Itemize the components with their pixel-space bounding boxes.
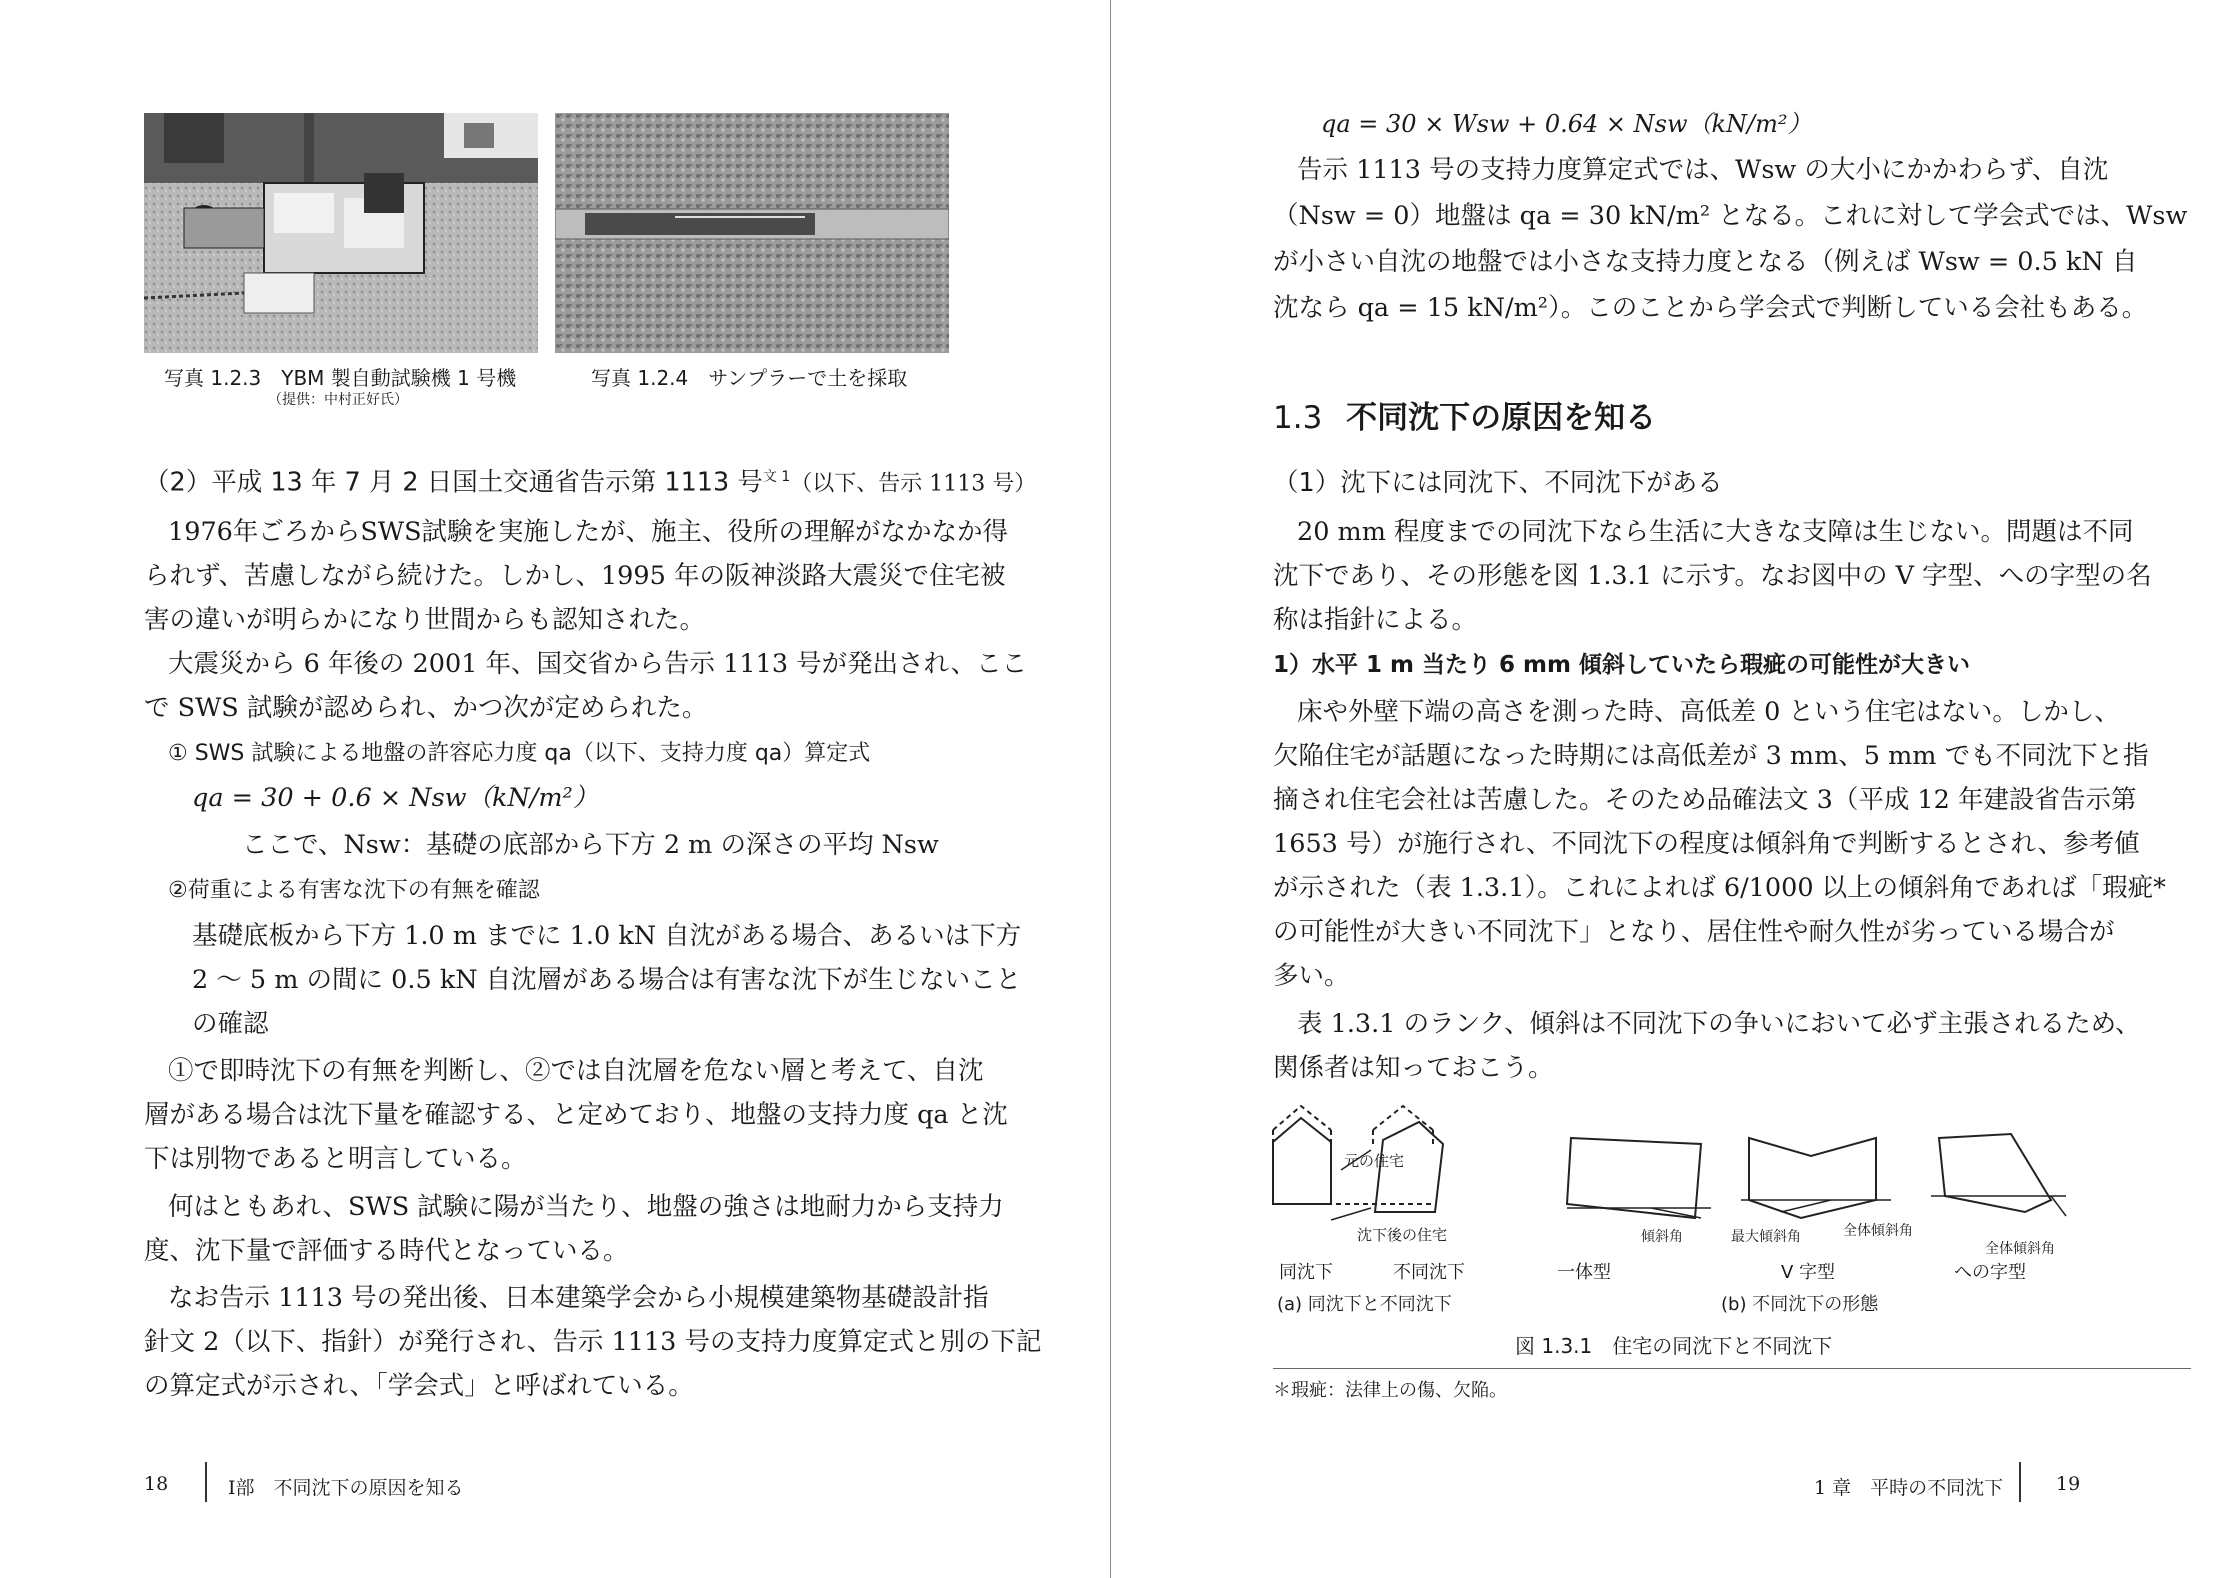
section-heading-2-sup: 文 1 xyxy=(762,469,791,485)
sub-sub-heading: 1）水平 1 m 当たり 6 mm 傾斜していたら瑕疵の可能性が大きい xyxy=(1273,652,1970,678)
section-heading-2 xyxy=(144,467,1037,498)
sub-heading-1: （1）沈下には同沈下、不同沈下がある xyxy=(1273,468,1723,498)
label-v-type: V 字型 xyxy=(1781,1262,1836,1283)
photo-credit-1: （提供：中村正好氏） xyxy=(268,392,408,408)
photo-caption-2: 写真 1.2.4 サンプラーで土を採取 xyxy=(591,366,908,390)
photo-test-machine xyxy=(144,113,538,353)
para2-line-2: で SWS 試験が認められ、かつ次が定められた。 xyxy=(144,693,708,723)
section-title: 不同沈下の原因を知る xyxy=(1346,400,1657,436)
footnote-rule xyxy=(1273,1368,2191,1369)
para3-line-1: ①で即時沈下の有無を判断し、②では自沈層を危ない層と考えて、自沈 xyxy=(168,1056,984,1086)
para2-line-1: 大震災から 6 年後の 2001 年、国交省から告示 1113 号が発出され、ここ xyxy=(168,649,1028,679)
label-tilt-angle: 傾斜角 xyxy=(1641,1229,1683,1245)
photo-sampler xyxy=(555,113,949,353)
r-para2-line-1: 20 mm 程度までの同沈下なら生活に大きな支障は生じない。問題は不同 xyxy=(1297,517,2134,547)
photo-caption-1: 写真 1.2.3 YBM 製自動試験機 1 号機 xyxy=(164,366,517,390)
label-uniform: 同沈下 xyxy=(1279,1262,1333,1283)
para3-line-2: 層がある場合は沈下量を確認する、と定めており、地盤の支持力度 qa と沈 xyxy=(144,1100,1008,1130)
r-para1-line-1: 告示 1113 号の支持力度算定式では、Wsw の大小にかかわらず、自沈 xyxy=(1297,155,2109,185)
left-page-number: 18 xyxy=(144,1473,169,1495)
left-footer-divider xyxy=(205,1462,207,1502)
label-settled-house: 沈下後の住宅 xyxy=(1357,1226,1448,1244)
r-para3-line-1: 床や外壁下端の高さを測った時、高低差 0 という住宅はない。しかし、 xyxy=(1297,697,2120,727)
photo-test-machine-image xyxy=(144,113,538,353)
gakkai-formula: qa = 30 × Wsw + 0.64 × Nsw（kN/m²） xyxy=(1321,110,1812,138)
item1-heading: ① SWS 試験による地盤の許容応力度 qa（以下、支持力度 qa）算定式 xyxy=(168,741,871,766)
r-para3-line-4: 1653 号）が施行され、不同沈下の程度は傾斜角で判断するとされ、参考値 xyxy=(1273,829,2140,859)
r-para1-line-3: が小さい自沈の地盤では小さな支持力度となる（例えば Wsw = 0.5 kN 自 xyxy=(1273,247,2138,277)
figure-caption: 図 1.3.1 住宅の同沈下と不同沈下 xyxy=(1515,1334,1833,1358)
para5-line-3: の算定式が示され、「学会式」と呼ばれている。 xyxy=(144,1371,694,1401)
left-running-title: Ⅰ部 不同沈下の原因を知る xyxy=(228,1477,464,1499)
r-para2-line-2: 沈下であり、その形態を図 1.3.1 に示す。なお図中の V 字型、への字型の名 xyxy=(1273,561,2152,591)
footnote: ＊瑕疵：法律上の傷、欠陥。 xyxy=(1273,1380,1507,1401)
r-para4-line-1: 表 1.3.1 のランク、傾斜は不同沈下の争いにおいて必ず主張されるため、 xyxy=(1297,1009,2141,1039)
section-1-3-heading xyxy=(1273,400,1657,436)
label-monolithic: 一体型 xyxy=(1557,1262,1611,1283)
label-overall-tilt-v: 全体傾斜角 xyxy=(1843,1223,1913,1239)
section-number: 1.3 xyxy=(1273,400,1323,436)
para1-line-3: 害の違いが明らかになり世間からも認知された。 xyxy=(144,605,706,635)
para5-line-1: なお告示 1113 号の発出後、日本建築学会から小規模建築物基礎設計指 xyxy=(168,1283,989,1313)
photo-sampler-image xyxy=(555,113,949,353)
item1-note: ここで、Nsw：基礎の底部から下方 2 m の深さの平均 Nsw xyxy=(242,830,939,860)
item2-heading: ②荷重による有害な沈下の有無を確認 xyxy=(168,878,540,903)
r-para3-line-6: の可能性が大きい不同沈下」となり、居住性や耐久性が劣っている場合が xyxy=(1273,917,2115,947)
sub-caption-a: (a) 同沈下と不同沈下 xyxy=(1277,1294,1452,1315)
para1-line-2: られず、苦慮しながら続けた。しかし、1995 年の阪神淡路大震災で住宅被 xyxy=(144,561,1006,591)
para1-line-1: 1976年ごろからSWS試験を実施したが、施主、役所の理解がなかなか得 xyxy=(168,517,1009,547)
section-heading-2-tail: （以下、告示 1113 号） xyxy=(790,471,1037,497)
right-page-number: 19 xyxy=(2056,1473,2081,1495)
para3-line-3: 下は別物であると明言している。 xyxy=(144,1144,527,1174)
settled-house-uniform xyxy=(1273,1118,1331,1204)
r-para4-line-2: 関係者は知っておこう。 xyxy=(1273,1053,1554,1083)
r-para1-line-2: （Nsw = 0）地盤は qa = 30 kN/m² となる。これに対して学会式では、Wsw xyxy=(1273,201,2188,231)
right-page xyxy=(1111,0,2223,1578)
sub-caption-b: (b) 不同沈下の形態 xyxy=(1721,1294,1879,1315)
v-type-diagram xyxy=(1741,1138,1891,1218)
para4-line-1: 何はともあれ、SWS 試験に陽が当たり、地盤の強さは地耐力から支持力 xyxy=(168,1192,1004,1222)
r-para2-line-3: 称は指針による。 xyxy=(1273,605,1478,635)
he-type-diagram xyxy=(1931,1134,2066,1216)
item2-line-1: 基礎底板から下方 1.0 m までに 1.0 kN 自沈がある場合、あるいは下方 xyxy=(192,921,1022,951)
label-max-tilt: 最大傾斜角 xyxy=(1731,1229,1801,1245)
r-para3-line-5: が示された（表 1.3.1）。これによれば 6/1000 以上の傾斜角であれば「瑕疵* xyxy=(1273,873,2166,903)
label-overall-tilt-he: 全体傾斜角 xyxy=(1985,1241,2055,1257)
label-he-type: への字型 xyxy=(1954,1262,2026,1283)
right-footer-divider xyxy=(2019,1462,2021,1502)
para5-line-2: 針文 2（以下、指針）が発行され、告示 1113 号の支持力度算定式と別の下記 xyxy=(144,1327,1042,1357)
right-running-title: 1 章 平時の不同沈下 xyxy=(1814,1477,2004,1499)
item1-formula: qa = 30 + 0.6 × Nsw（kN/m²） xyxy=(192,783,599,813)
label-original-house: 元の住宅 xyxy=(1344,1152,1405,1170)
label-differential: 不同沈下 xyxy=(1393,1262,1465,1283)
r-para1-line-4: 沈なら qa = 15 kN/m²）。このことから学会式で判断している会社もある。 xyxy=(1273,293,2148,323)
monolithic-diagram xyxy=(1567,1138,1711,1218)
item2-line-2: 2 〜 5 m の間に 0.5 kN 自沈層がある場合は有害な沈下が生じないこと xyxy=(192,965,1022,995)
left-page xyxy=(0,0,1111,1578)
item2-line-3: の確認 xyxy=(192,1009,269,1039)
para4-line-2: 度、沈下量で評価する時代となっている。 xyxy=(144,1236,629,1266)
r-para3-line-3: 摘され住宅会社は苦慮した。そのため品確法文 3（平成 12 年建設省告示第 xyxy=(1273,785,2137,815)
section-heading-2-text: （2）平成 13 年 7 月 2 日国土交通省告示第 1113 号 xyxy=(144,467,763,498)
r-para3-line-2: 欠陥住宅が話題になった時期には高低差が 3 mm、5 mm でも不同沈下と指 xyxy=(1273,741,2149,771)
r-para3-line-7: 多い。 xyxy=(1273,961,1350,991)
